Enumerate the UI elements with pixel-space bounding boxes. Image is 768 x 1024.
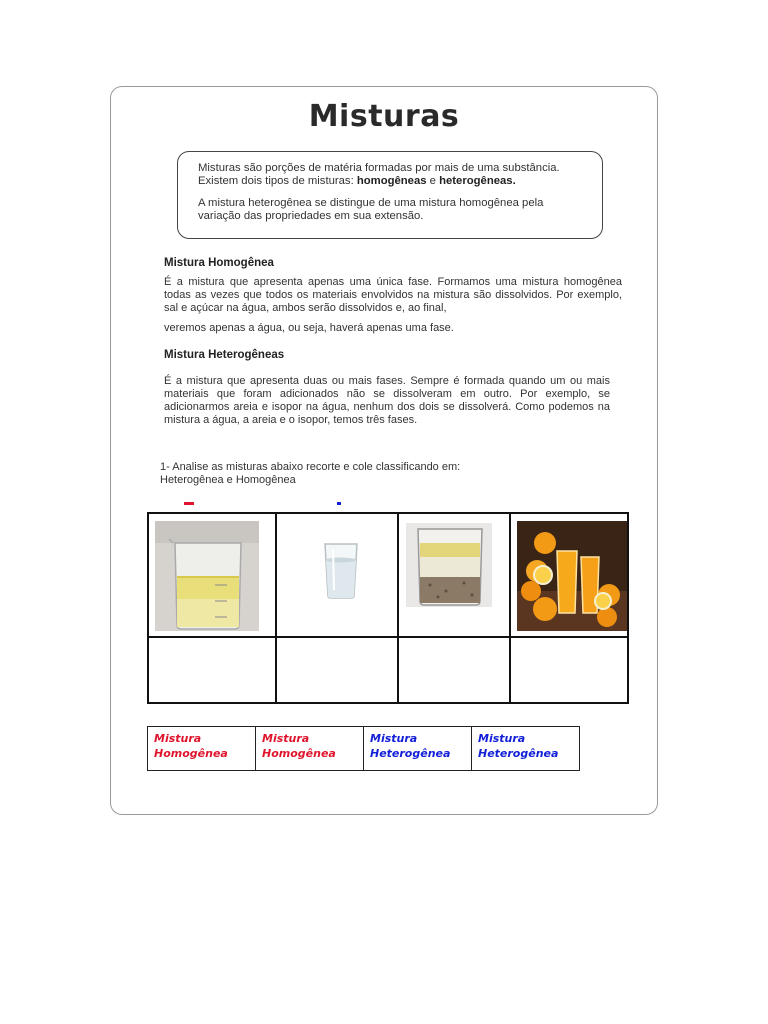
image-row	[148, 513, 628, 637]
label-line-1: Mistura	[154, 732, 202, 745]
image-cell-3	[398, 513, 510, 637]
definition-paragraph-2: A mistura heterogênea se distingue de uma mistura homogênea pela variação das propriedades em sua extensão.	[198, 197, 544, 222]
answer-cell-4[interactable]	[510, 637, 628, 703]
cutout-labels	[147, 726, 580, 771]
label-homogenea-1[interactable]	[148, 727, 256, 771]
page-title: Misturas	[308, 99, 460, 134]
homogenea-heading: Mistura Homogênea	[164, 257, 274, 269]
term-heterogeneas: heterogêneas.	[439, 175, 516, 187]
conjunction: e	[429, 175, 436, 187]
beaker-oil-water-icon	[155, 521, 259, 631]
answer-cell-1[interactable]	[148, 637, 276, 703]
label-line-2: Heterogênea	[370, 747, 451, 760]
orange-juice-icon	[517, 521, 627, 631]
homogenea-text-end: veremos apenas a água, ou seja, haverá apenas uma fase.	[164, 322, 454, 334]
heterogenea-text: É a mistura que apresenta duas ou mais fases. Sempre é formada quando um ou mais materiais que foram adicionados não se dissolveram em outro. Por exemplo, se adicionarmos areia e isopor na água, nenhum dos dois se dissolverá. Como podemos na mistura a água, a areia e o isopor, temos três fases.	[164, 375, 610, 426]
label-line-2: Homogênea	[262, 747, 336, 760]
homogenea-text: É a mistura que apresenta apenas uma única fase. Formamos uma mistura homogênea todas as vezes que todos os materiais envolvidos na mistura são dissolvidos. Por exemplo, sal e açúcar na água, ambos serão dissolvidos e, ao final,	[164, 276, 622, 314]
definition-box	[177, 151, 603, 239]
term-homogeneas: homogêneas	[356, 175, 427, 187]
classification-table	[147, 512, 629, 704]
definition-paragraph-1	[198, 162, 588, 188]
glass-of-water-icon	[321, 542, 361, 600]
label-line-1: Mistura	[262, 732, 310, 745]
red-mark	[184, 502, 194, 505]
worksheet	[110, 86, 658, 815]
label-line-1: Mistura	[478, 732, 526, 745]
beaker-sand-water-icon	[406, 523, 492, 607]
label-line-1: Mistura	[370, 732, 418, 745]
image-cell-4	[510, 513, 628, 637]
task-line-1: 1- Analise as misturas abaixo recorte e cole classificando em:	[160, 461, 461, 473]
answer-row	[148, 637, 628, 703]
label-heterogenea-2[interactable]	[472, 727, 580, 771]
task-line-2: Heterogênea e Homogênea	[160, 474, 296, 486]
heterogenea-heading: Mistura Heterogêneas	[164, 349, 285, 361]
label-line-2: Heterogênea	[478, 747, 559, 760]
label-homogenea-2[interactable]	[256, 727, 364, 771]
task-instructions	[160, 461, 460, 487]
label-heterogenea-1[interactable]	[364, 727, 472, 771]
blue-mark	[337, 502, 341, 505]
labels-row	[148, 727, 580, 771]
answer-cell-2[interactable]	[276, 637, 398, 703]
image-cell-1	[148, 513, 276, 637]
definition-text: Misturas são porções de matéria formadas por mais de uma substância. Existem dois tipos de misturas:	[198, 162, 560, 187]
answer-cell-3[interactable]	[398, 637, 510, 703]
image-cell-2	[276, 513, 398, 637]
label-line-2: Homogênea	[154, 747, 228, 760]
